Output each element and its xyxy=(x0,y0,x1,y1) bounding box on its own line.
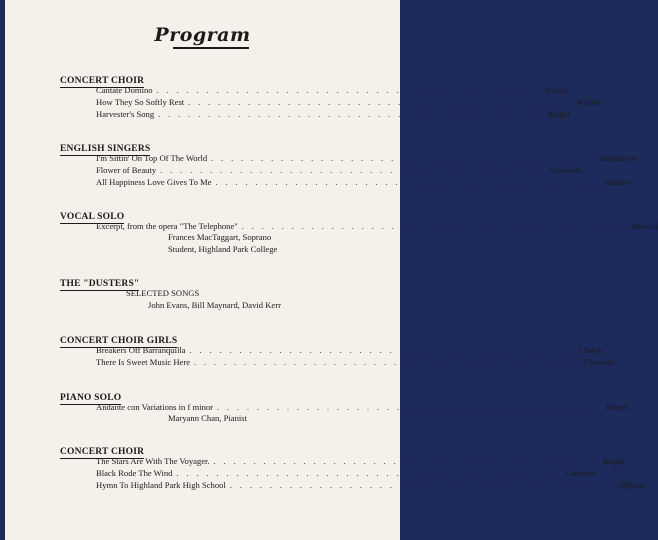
composer-name: Cacavas xyxy=(565,468,596,478)
section-heading: CONCERT CHOIR xyxy=(60,447,145,457)
composer-name: Pitoni xyxy=(545,85,567,95)
section-concert-choir xyxy=(60,70,600,120)
composer-name: Bright xyxy=(602,456,625,466)
section-heading: CONCERT CHOIR GIRLS xyxy=(60,336,178,346)
dot-leader: . . . . . . . . . . . . . . . . . . . . . . . . . . . . . . . . . . . . . . . xyxy=(241,222,627,231)
section-vocal-solo xyxy=(60,206,658,255)
section-concert-choir-finale xyxy=(60,441,644,491)
dot-leader: . . . . . . . . . . . . . . . . . . . . . . . . . . . . . . . . . . . . . . . xyxy=(229,481,615,490)
dot-leader: . . . . . . . . . . . . . . . . . . . . . . . . . . . . . . . . . . . . . . . xyxy=(215,178,601,187)
composer-name: Hassler xyxy=(604,177,632,187)
section-heading: VOCAL SOLO xyxy=(60,212,125,222)
piece-title: Harvester's Song xyxy=(96,109,155,119)
dot-leader: . . . . . . . . . . . . . . . . . . . . . . . . . . . . . . . . . . . . . . . xyxy=(188,98,574,107)
dot-leader: . . . . . . . . . . . . . . . . . . . . . . . . . . . . . . . . . . . . . . . xyxy=(158,110,544,119)
piece-title: There Is Sweet Music Here xyxy=(96,357,191,367)
composer-name: Haydn xyxy=(606,402,629,412)
section-the-dusters xyxy=(60,273,370,311)
section-heading: THE "DUSTERS" xyxy=(60,279,140,289)
dot-leader: . . . . . . . . . . . . . . . . . . . . . . . . . . . . . . . . . . . . . . . xyxy=(213,457,599,466)
dot-leader: . . . . . . . . . . . . . . . . . . . . . . . . . . . . . . . . . . . . . . . xyxy=(211,154,597,163)
dot-leader: . . . . . . . . . . . . . . . . . . . . . . . . . . . . . . . . . . . . . . . xyxy=(194,358,580,367)
section-heading: PIANO SOLO xyxy=(60,393,122,403)
composer-name: Willan xyxy=(577,97,600,107)
section-heading: ENGLISH SINGERS xyxy=(60,144,151,154)
program-item xyxy=(96,220,658,232)
piece-title: I'm Sittin' On Top Of The World xyxy=(96,153,208,163)
program-item xyxy=(96,356,616,368)
dot-leader: . . . . . . . . . . . . . . . . . . . . . . . . . . . . . . . . . . . . . . . xyxy=(217,403,603,412)
program-item xyxy=(96,176,632,188)
section-concert-choir-girls xyxy=(60,330,616,368)
performer-line: Maryann Chan, Pianist xyxy=(168,413,248,423)
program-item xyxy=(96,344,603,356)
program-item xyxy=(96,96,600,108)
piece-title: How They So Softly Rest xyxy=(96,97,185,107)
composer-name: Henderson xyxy=(600,153,638,163)
dot-leader: . . . . . . . . . . . . . . . . . . . . . . . . . . . . . . . . . . . . . . . xyxy=(176,469,562,478)
composer-name: Gifford xyxy=(618,480,644,490)
composer-name: Clements xyxy=(583,357,616,367)
piece-title: Hymn To Highland Park High School xyxy=(96,480,226,490)
page-title: Program xyxy=(154,24,251,46)
section-heading: CONCERT CHOIR xyxy=(60,76,145,86)
performer-names: John Evans, Bill Maynard, David Kerr xyxy=(148,300,281,310)
piece-title: Breakers Off Barranquilla xyxy=(96,345,186,355)
performer-line: Frances MacTaggart, Soprano xyxy=(168,232,272,242)
title-underline xyxy=(173,47,249,49)
piece-title: Cantate Domino xyxy=(96,85,153,95)
performer-line: Student, Highland Park College xyxy=(168,243,278,254)
composer-name: Clements xyxy=(549,165,582,175)
selected-songs-label: SELECTED SONGS xyxy=(126,288,200,298)
program-page xyxy=(5,0,658,540)
piece-title: Flower of Beauty xyxy=(96,165,157,175)
dot-leader: . . . . . . . . . . . . . . . . . . . . . . . . . . . . . . . . . . . . . . . xyxy=(160,166,546,175)
composer-name: Menotti xyxy=(630,221,658,231)
program-item xyxy=(96,108,571,120)
dot-leader: . . . . . . . . . . . . . . . . . . . . . . . . . . . . . . . . . . . . . . . xyxy=(189,346,575,355)
dot-leader: . . . . . . . . . . . . . . . . . . . . . . . . . . . . . . . . . . . . . . . xyxy=(156,86,542,95)
program-item xyxy=(96,164,582,176)
piece-title: All Happiness Love Gives To Me xyxy=(96,177,212,187)
program-item xyxy=(96,152,638,164)
section-english-singers xyxy=(60,138,638,188)
piece-title: Excerpt, from the opera "The Telephone" xyxy=(96,221,238,231)
program-item xyxy=(96,479,644,491)
composer-name: Berger xyxy=(547,109,571,119)
section-piano-solo xyxy=(60,387,629,425)
program-item xyxy=(96,467,596,479)
program-item xyxy=(96,401,629,413)
piece-title: The Stars Are With The Voyager. xyxy=(96,456,210,466)
composer-name: Clokey xyxy=(578,345,603,355)
program-item xyxy=(96,84,567,96)
piece-title: Black Rode The Wind xyxy=(96,468,173,478)
piece-title: Andante con Variations in f minor xyxy=(96,402,214,412)
program-item xyxy=(96,455,625,467)
